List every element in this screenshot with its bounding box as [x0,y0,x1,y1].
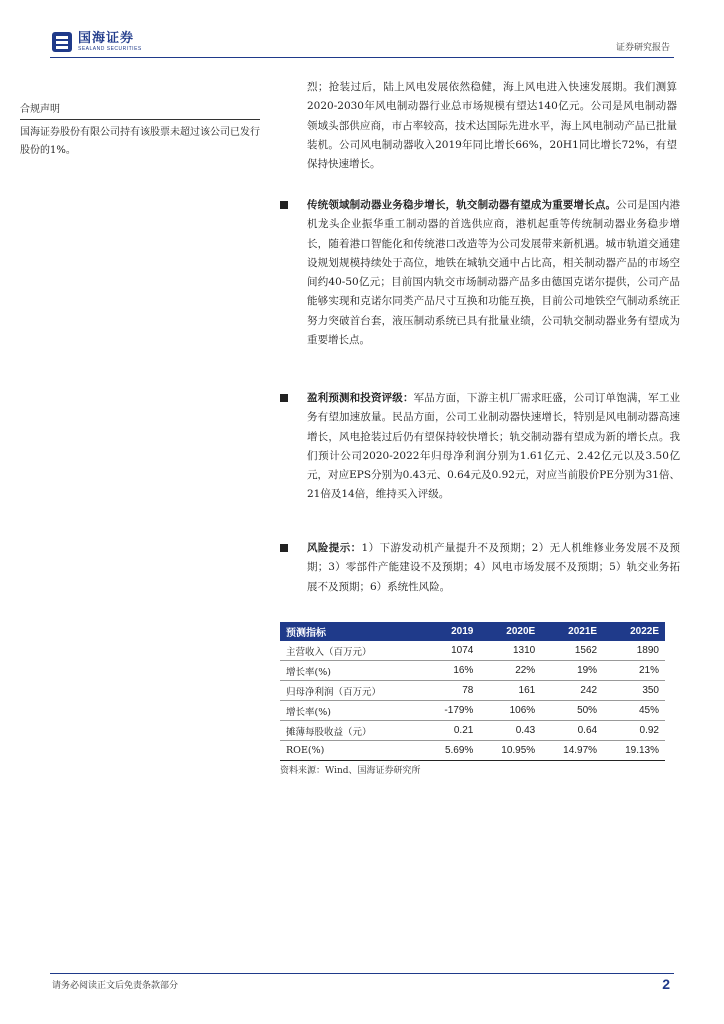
table-header-cell: 2020E [479,622,541,641]
sidebar [20,100,260,160]
page-number: 2 [662,976,670,992]
disclaimer-note: 请务必阅读正文后免责条款部分 [52,981,179,991]
table-cell: 106% [479,701,541,721]
table-cell: 0.92 [603,721,665,741]
table-source: 资料来源：Wind、国海证券研究所 [280,766,421,776]
bullet-text: 军品方面，下游主机厂需求旺盛，公司订单饱满，军工业务有望加速放量。民品方面，公司工业制动器快速增长，特别是风电制动器高速增长，风电抢装过后仍有望保持较快增长；轨交制动器有望成为新的增长点。我们预计公司2020-2022年归母净利润分别为1.61亿元、2.42亿元以及3.50亿元，对应EPS分别为0.43元、0.64元及0.92元，对应当前股价PE分别为31倍、21倍及14倍，维持买入评级。 [307,392,681,501]
table-cell: 主营收入（百万元） [280,641,424,661]
compliance-text: 国海证券股份有限公司持有该股票未超过该公司已发行股份的1%。 [20,127,260,156]
table-cell: 10.95% [479,741,541,761]
table-header-cell: 2019 [424,622,479,641]
table-cell: 19% [541,661,603,681]
table-cell: 78 [424,681,479,701]
bullet-risk-warning [280,539,680,597]
table-row [280,641,665,661]
logo-icon [52,32,72,52]
page-header [0,0,724,60]
square-bullet-icon [280,201,288,209]
forecast-table [280,622,665,761]
table-cell: 增长率(%) [280,701,424,721]
table-cell: 1310 [479,641,541,661]
table-cell: 242 [541,681,603,701]
logo-en: SEALAND SECURITIES [78,46,142,52]
table-cell: 21% [603,661,665,681]
table-cell: 0.64 [541,721,603,741]
table-header-cell: 2022E [603,622,665,641]
table-header-cell: 预测指标 [280,622,424,641]
doc-type-label: 证券研究报告 [615,43,670,53]
bullet-text: 公司是国内港机龙头企业振华重工制动器的首选供应商，港机起重等传统制动器业务稳步增长，随着港口智能化和传统港口改造等为公司发展带来新机遇。城市轨道交通建设规划规模持续处于高位，地铁在城轨交通中占比高，相关制动器产品的市场空间约40-50亿元；目前国内轨交市场制动器产品多由德国克诺尔提供，公司产品能够实现和克诺尔同类产品尺寸互换和功能互换，目前公司地铁空气制动系统正努力突破首台套，液压制动系统已具有批量业绩，公司轨交制动器业务有望成为重要增长点。 [307,199,681,347]
table-cell: -179% [424,701,479,721]
header-divider [50,57,674,58]
table-row [280,741,665,761]
table-cell: 19.13% [603,741,665,761]
table-cell: 1890 [603,641,665,661]
table-cell: 5.69% [424,741,479,761]
table-header-cell: 2021E [541,622,603,641]
table-cell: 350 [603,681,665,701]
table-row [280,701,665,721]
table-cell: 14.97% [541,741,603,761]
table-cell: 50% [541,701,603,721]
table-cell: 增长率(%) [280,661,424,681]
table-row [280,661,665,681]
table-cell: 0.21 [424,721,479,741]
table-row [280,721,665,741]
intro-paragraph [307,78,677,174]
bullet-lead: 传统领域制动器业务稳步增长，轨交制动器有望成为重要增长点。 [307,199,617,211]
logo-cn: 国海证券 [78,31,135,46]
table-cell: 161 [479,681,541,701]
table-cell: 45% [603,701,665,721]
table-header-row [280,622,665,641]
table-cell: 1074 [424,641,479,661]
table-row [280,681,665,701]
table-cell: 摊薄每股收益（元） [280,721,424,741]
table-cell: ROE(%) [280,741,424,761]
compliance-title: 合规声明 [20,100,260,120]
table-cell: 16% [424,661,479,681]
bullet-traditional-brakes [280,196,680,350]
company-logo [52,32,142,52]
table-cell: 1562 [541,641,603,661]
table-cell: 22% [479,661,541,681]
square-bullet-icon [280,544,288,552]
bullet-forecast-rating [280,389,680,505]
table-cell: 0.43 [479,721,541,741]
table-cell: 归母净利润（百万元） [280,681,424,701]
square-bullet-icon [280,394,288,402]
bullet-text: 1）下游发动机产量提升不及预期；2）无人机维修业务发展不及预期；3）零部件产能建设不及预期；4）风电市场发展不及预期；5）轨交业务拓展不及预期；6）系统性风险。 [307,542,680,593]
bullet-lead: 风险提示： [307,542,362,554]
bullet-lead: 盈利预测和投资评级： [307,392,414,404]
intro-text: 烈；抢装过后，陆上风电发展依然稳健，海上风电进入快速发展期。我们测算2020-2030年风电制动器行业总市场规模有望达140亿元。公司是风电制动器领域头部供应商，市占率较高，技术达国际先进水平，海上风电制动产品已批量装机。公司风电制动器收入2019年同比增长66%，20H1同比增长72%，有望保持快速增长。 [307,81,677,171]
footer-divider [50,973,674,974]
